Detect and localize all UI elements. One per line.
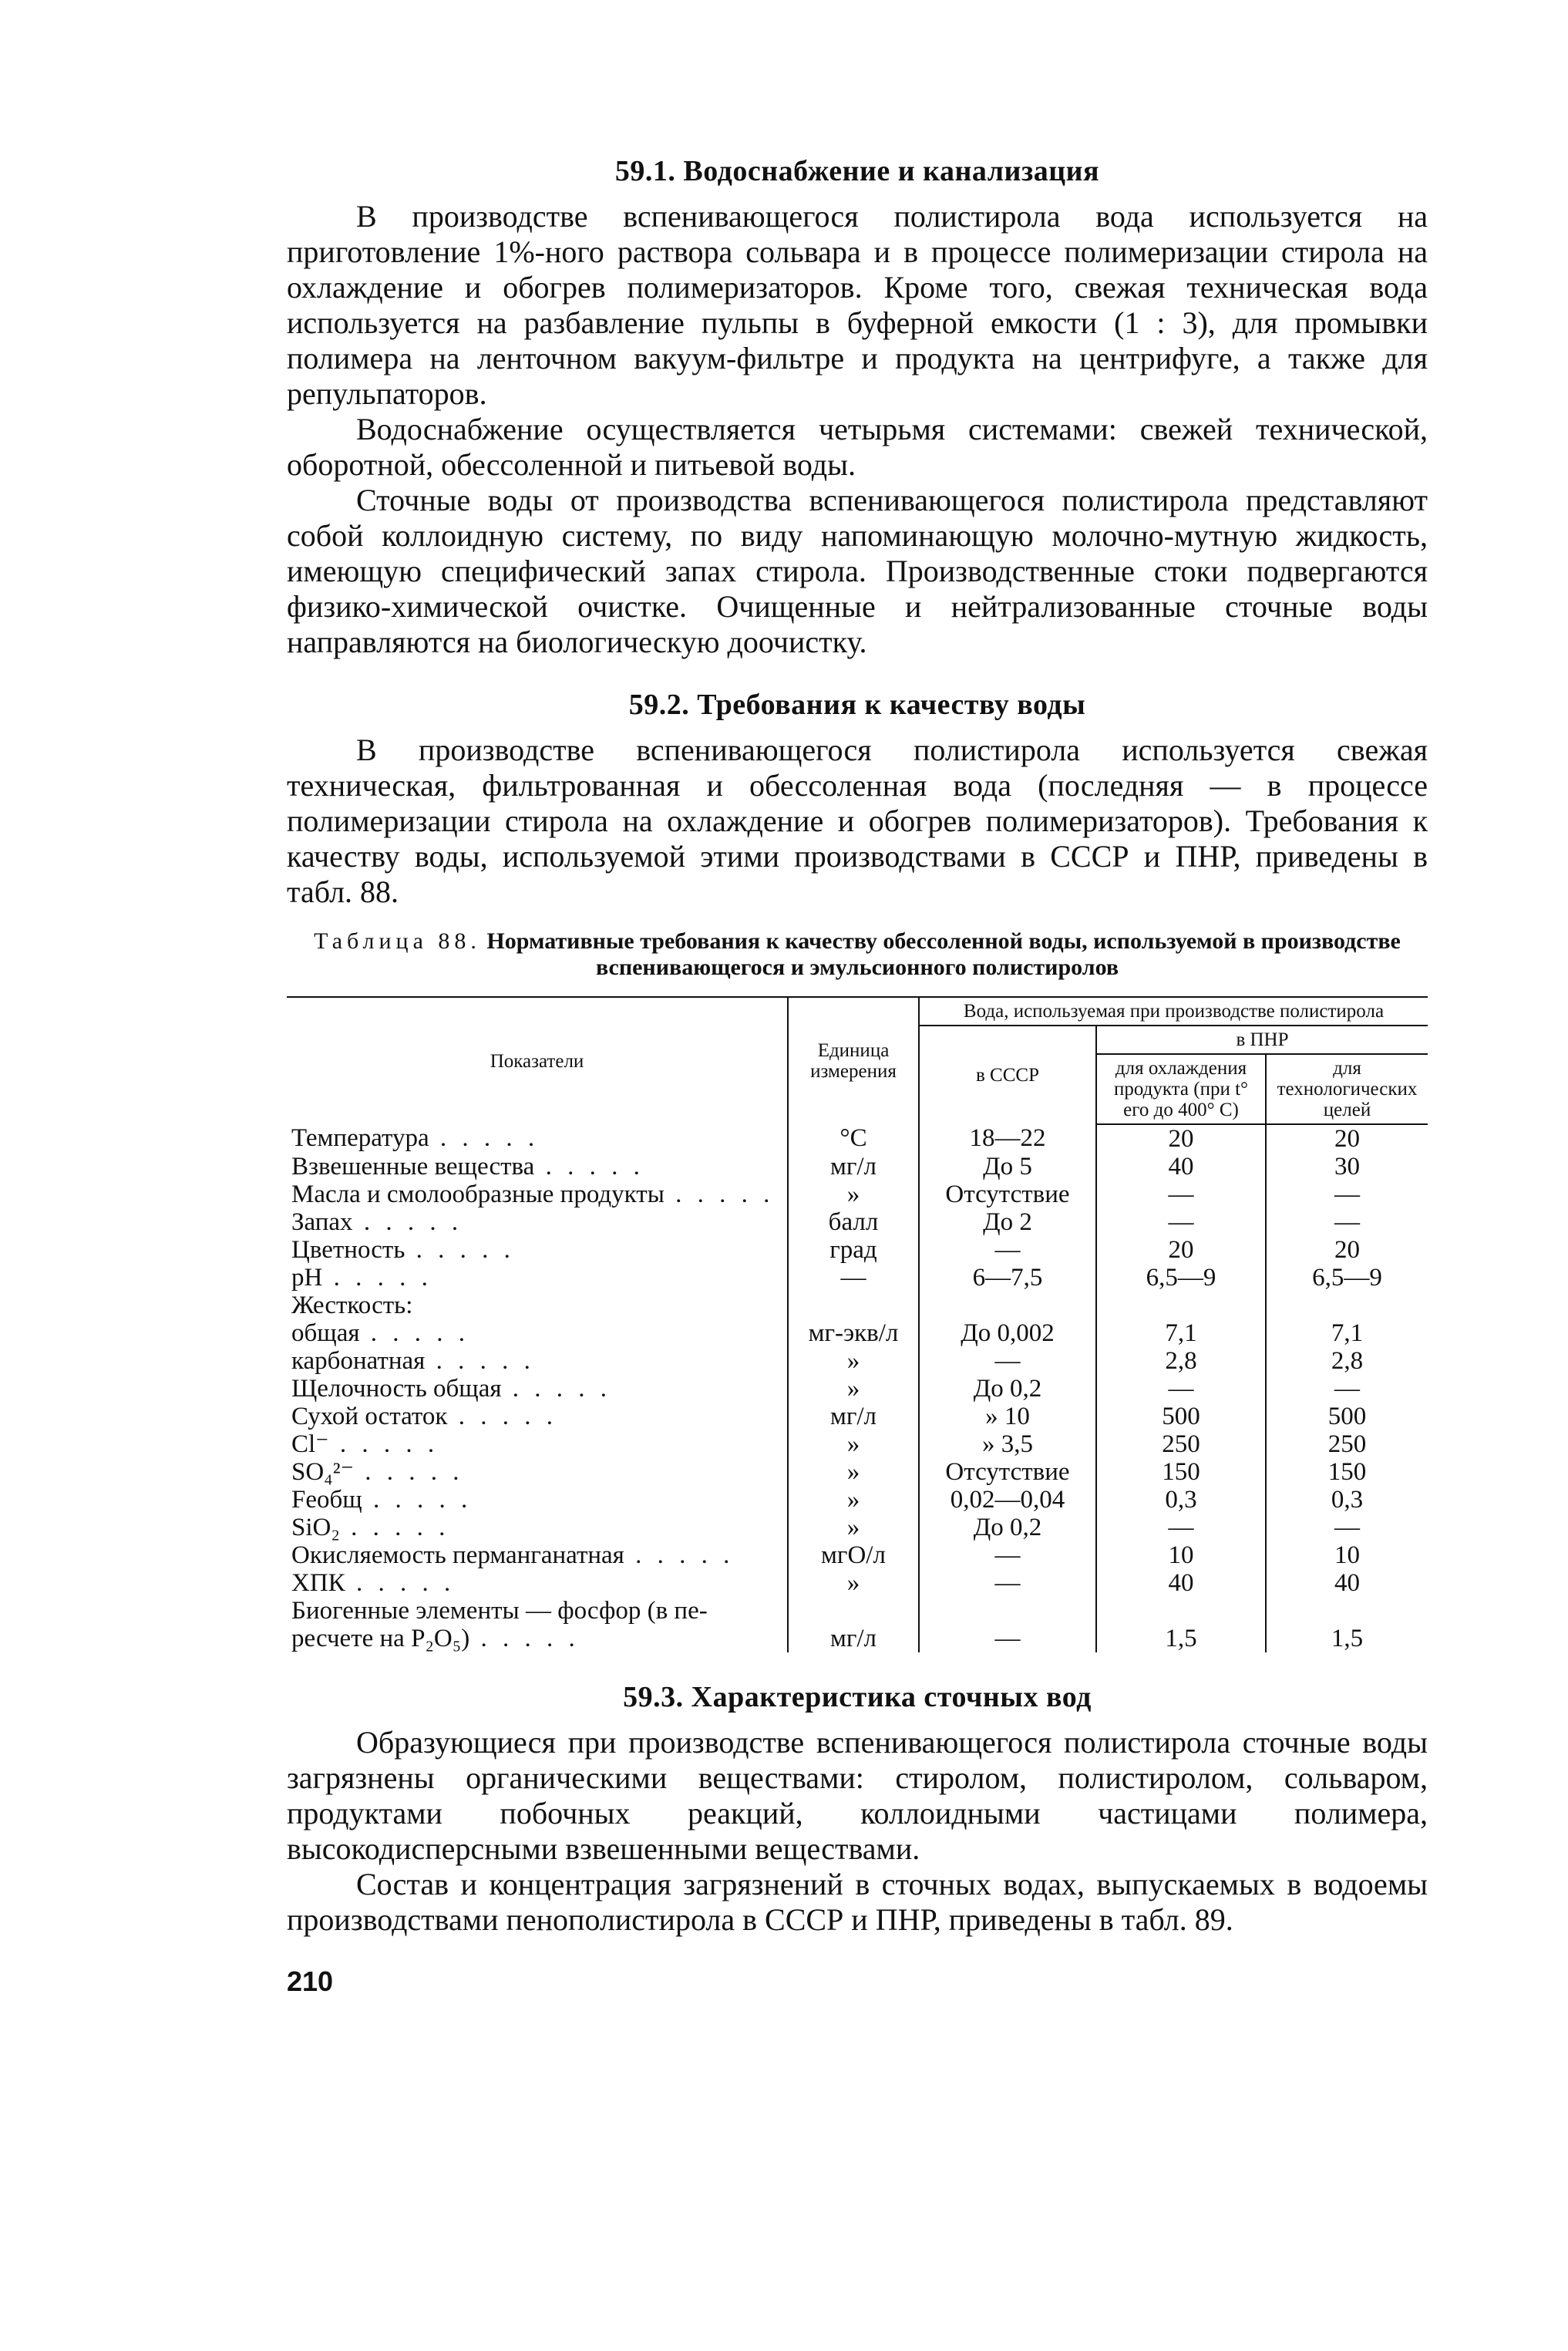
table-row [287,1124,1428,1153]
cell-ussr-text: Отсутствие [945,1181,1070,1208]
leader-dots: . . . . . [328,1430,439,1458]
cell-parameter-text: ХПК [291,1569,345,1597]
leader-dots: . . . . . [322,1264,432,1292]
cell-pnr-cooling [1096,1458,1266,1486]
cell-pnr-cooling [1096,1181,1266,1208]
cell-ussr [919,1292,1096,1319]
section-water-quality [287,688,1428,1652]
cell-unit [788,1208,919,1236]
cell-pnr-technological-text: — [1334,1181,1360,1208]
cell-parameter [287,1597,788,1625]
cell-pnr-cooling [1096,1375,1266,1403]
table-row [287,1458,1428,1486]
cell-pnr-technological-text: 2,8 [1331,1347,1364,1375]
cell-pnr-cooling [1096,1541,1266,1569]
cell-pnr-technological [1266,1153,1428,1181]
cell-parameter [287,1347,788,1375]
header-water-used: Вода, используемая при производстве полистирола [919,997,1428,1026]
cell-unit [788,1236,919,1264]
cell-pnr-cooling [1096,1264,1266,1292]
cell-unit [788,1153,919,1181]
cell-pnr-technological-text: — [1334,1375,1360,1403]
cell-pnr-cooling-text: 500 [1162,1403,1200,1430]
table-row [287,1430,1428,1458]
cell-parameter-text: общая [291,1319,360,1347]
cell-pnr-cooling-text: 250 [1162,1430,1200,1458]
cell-pnr-technological [1266,1292,1428,1319]
cell-unit-text: мг/л [829,1403,877,1430]
table-row [287,1403,1428,1430]
table-caption [287,928,1428,981]
cell-unit-text: » [846,1347,860,1375]
header-pnr-cooling: для охлаждения продукта (при t° его до 400° С) [1096,1054,1266,1124]
cell-pnr-technological-text: 500 [1327,1403,1367,1430]
table-row [287,1486,1428,1514]
cell-pnr-technological [1266,1264,1428,1292]
cell-unit-text: балл [828,1208,879,1236]
cell-pnr-technological [1266,1208,1428,1236]
cell-parameter [287,1569,788,1597]
cell-pnr-cooling [1096,1124,1266,1153]
paragraph: Состав и концентрация загрязнений в сточных водах, выпускаемых в водоемы производствами пенополистирола в СССР и ПНР, приведены в табл. 89. [287,1867,1428,1937]
cell-ussr [919,1208,1096,1236]
paragraph: В производстве вспенивающегося полистирола используется свежая техническая, фильтрованная и обессоленная вода (последняя — в процессе полимеризации стирола на охлаждение и обогрев полимеризаторов). Требования к качеству воды, используемой этими производствами в СССР и ПНР, приведены в табл. 88. [287,733,1428,909]
leader-dots: . . . . . [352,1208,463,1236]
cell-pnr-cooling-text: 150 [1162,1458,1200,1486]
cell-parameter-text: Температура [291,1124,429,1152]
table-row [287,1236,1428,1264]
cell-unit [788,1514,919,1541]
cell-ussr [919,1597,1096,1625]
cell-pnr-technological [1266,1514,1428,1541]
table-row [287,1375,1428,1403]
leader-dots: . . . . . [469,1625,580,1652]
cell-ussr-text: » 3,5 [982,1430,1033,1458]
cell-pnr-cooling [1096,1208,1266,1236]
leader-dots: . . . . . [534,1153,644,1181]
cell-pnr-cooling [1096,1514,1266,1541]
leader-dots: . . . . . [429,1124,540,1152]
cell-unit [788,1403,919,1430]
cell-unit [788,1486,919,1514]
table-row [287,1264,1428,1292]
cell-ussr-text: » 10 [985,1403,1030,1430]
cell-parameter [287,1124,788,1153]
cell-unit [788,1292,919,1319]
cell-pnr-technological-text: 10 [1334,1541,1360,1569]
cell-unit-text: » [846,1375,860,1403]
cell-ussr-text: — [994,1347,1021,1375]
cell-parameter-text: SiO₂ [291,1514,340,1541]
cell-pnr-cooling-text: — [1168,1514,1194,1541]
cell-ussr-text: До 0,002 [961,1319,1055,1347]
cell-pnr-cooling [1096,1597,1266,1625]
cell-parameter-text: рН [291,1264,323,1292]
cell-parameter-text: Биогенные элементы — фосфор (в пе- [291,1597,708,1625]
cell-ussr-text: До 0,2 [973,1514,1042,1541]
cell-pnr-cooling-text: — [1168,1181,1194,1208]
cell-pnr-cooling [1096,1236,1266,1264]
cell-unit [788,1625,919,1652]
leader-dots: . . . . . [501,1375,612,1403]
cell-parameter-text: Запах [291,1208,353,1236]
water-quality-table [287,996,1428,1652]
cell-ussr-text: 18—22 [969,1124,1046,1152]
cell-unit-text: » [846,1514,860,1541]
cell-pnr-cooling [1096,1569,1266,1597]
cell-ussr [919,1236,1096,1264]
cell-parameter [287,1486,788,1514]
cell-ussr [919,1403,1096,1430]
section-water-supply [287,154,1428,660]
cell-pnr-cooling-text: 40 [1168,1569,1194,1597]
cell-ussr [919,1181,1096,1208]
cell-ussr-text: 0,02—0,04 [950,1486,1065,1514]
cell-ussr-text: — [994,1236,1021,1264]
cell-parameter [287,1430,788,1458]
cell-parameter [287,1375,788,1403]
section-heading-water-quality: 59.2. Требования к качеству воды [628,689,1086,721]
cell-pnr-technological [1266,1486,1428,1514]
cell-parameter-text: Цветность [291,1236,405,1264]
cell-parameter-text: SO₄²⁻ [291,1458,355,1486]
cell-pnr-technological [1266,1124,1428,1153]
paragraph: Сточные воды от производства вспенивающегося полистирола представляют собой коллоидную систему, по виду напоминающую молочно-мутную жидкость, имеющую специфический запах стирола. Производственные стоки подвергаются физико-химической очистке. Очищенные и нейтрализованные сточные воды направляются на биологическую доочистку. [287,483,1428,659]
paragraph: Водоснабжение осуществляется четырьмя системами: свежей технической, оборотной, обессоленной и питьевой воды. [287,412,1428,482]
cell-pnr-cooling-text: 6,5—9 [1146,1264,1216,1292]
cell-pnr-technological-text: 20 [1334,1125,1360,1153]
leader-dots: . . . . . [345,1569,456,1597]
cell-pnr-technological [1266,1236,1428,1264]
cell-unit [788,1319,919,1347]
header-ussr: в СССР [919,1026,1096,1124]
cell-parameter [287,1292,788,1319]
cell-unit [788,1541,919,1569]
cell-parameter [287,1514,788,1541]
cell-pnr-cooling-text: 1,5 [1165,1625,1197,1652]
cell-pnr-cooling-text: 20 [1168,1125,1194,1153]
cell-parameter [287,1181,788,1208]
cell-pnr-technological [1266,1430,1428,1458]
table-row [287,1181,1428,1208]
cell-unit [788,1569,919,1597]
leader-dots: . . . . . [624,1541,735,1569]
cell-pnr-technological-text: 250 [1327,1430,1367,1458]
cell-pnr-technological [1266,1375,1428,1403]
cell-unit-text: град [829,1236,877,1264]
cell-pnr-cooling-text: 2,8 [1165,1347,1197,1375]
cell-ussr-text: — [994,1625,1021,1652]
cell-ussr [919,1319,1096,1347]
cell-unit [788,1458,919,1486]
cell-ussr [919,1458,1096,1486]
cell-unit-text: мг/л [829,1625,877,1652]
cell-pnr-technological [1266,1181,1428,1208]
cell-parameter [287,1625,788,1652]
header-parameter: Показатели [287,997,788,1124]
cell-pnr-technological [1266,1541,1428,1569]
cell-ussr [919,1486,1096,1514]
table-row [287,1319,1428,1347]
cell-pnr-cooling-text: 10 [1168,1541,1194,1569]
cell-unit [788,1375,919,1403]
cell-unit-text: » [846,1486,860,1514]
cell-parameter [287,1264,788,1292]
cell-unit [788,1430,919,1458]
cell-parameter-text: Feобщ [291,1486,362,1514]
cell-ussr [919,1153,1096,1181]
cell-pnr-cooling [1096,1153,1266,1181]
table-row [287,1625,1428,1652]
paragraph: Образующиеся при производстве вспенивающегося полистирола сточные воды загрязнены органическими веществами: стиролом, полистиролом, сольваром, продуктами побочных реакций, коллоидными частицами полимера, высокодисперсными взвешенными веществами. [287,1725,1428,1866]
leader-dots: . . . . . [425,1347,535,1375]
leader-dots: . . . . . [354,1458,464,1486]
cell-pnr-cooling-text: 20 [1168,1236,1194,1264]
cell-pnr-technological-text: 1,5 [1331,1625,1364,1652]
cell-pnr-technological-text: 150 [1327,1458,1367,1486]
cell-ussr-text: — [994,1541,1021,1569]
cell-unit [788,1264,919,1292]
cell-unit-text: » [846,1181,860,1208]
cell-pnr-technological [1266,1458,1428,1486]
paragraph: В производстве вспенивающегося полистирола вода используется на приготовление 1%-ного раствора сольвара и в процессе полимеризации стирола на охлаждение и обогрев полимеризаторов. Кроме того, свежая техническая вода используется на разбавление пульпы в буферной емкости (1 : 3), для промывки полимера на ленточном вакуум-фильтре и продукта на центрифуге, а также для репульпаторов. [287,199,1428,411]
cell-unit [788,1347,919,1375]
cell-pnr-technological [1266,1403,1428,1430]
cell-pnr-technological [1266,1569,1428,1597]
cell-pnr-cooling [1096,1486,1266,1514]
cell-unit-text: мг/л [829,1153,877,1181]
leader-dots: . . . . . [359,1319,470,1347]
page-number: 210 [287,1965,334,1997]
cell-pnr-cooling [1096,1430,1266,1458]
cell-pnr-technological [1266,1625,1428,1652]
cell-parameter [287,1208,788,1236]
cell-unit [788,1124,919,1153]
table-body [287,1124,1428,1652]
cell-parameter-text: Сухой остаток [291,1403,448,1430]
section-wastewater [287,1680,1428,1938]
cell-pnr-cooling [1096,1347,1266,1375]
cell-ussr-text: До 2 [983,1208,1032,1236]
table-row [287,1569,1428,1597]
cell-parameter-text: Щелочность общая [291,1375,502,1403]
cell-ussr-text: До 5 [983,1153,1032,1181]
section-heading-wastewater: 59.3. Характеристика сточных вод [623,1681,1092,1713]
cell-ussr [919,1347,1096,1375]
cell-unit-text: » [846,1458,860,1486]
cell-pnr-cooling-text: 40 [1168,1153,1194,1181]
cell-pnr-cooling-text: 7,1 [1165,1319,1197,1347]
page [287,154,1428,1998]
cell-pnr-technological-text: 0,3 [1331,1486,1364,1514]
table-row [287,1208,1428,1236]
cell-pnr-technological-text: — [1334,1208,1360,1236]
cell-unit-text: мг-экв/л [808,1319,899,1347]
cell-ussr [919,1514,1096,1541]
cell-ussr [919,1569,1096,1597]
table-row [287,1597,1428,1625]
leader-dots: . . . . . [362,1486,473,1514]
cell-parameter [287,1236,788,1264]
cell-ussr-text: Отсутствие [945,1458,1070,1486]
cell-parameter [287,1153,788,1181]
cell-pnr-technological [1266,1597,1428,1625]
cell-parameter [287,1403,788,1430]
cell-pnr-cooling-text: — [1168,1208,1194,1236]
cell-pnr-cooling [1096,1403,1266,1430]
cell-parameter [287,1458,788,1486]
cell-pnr-technological [1266,1319,1428,1347]
cell-pnr-technological-text: 40 [1334,1569,1360,1597]
section-heading-water-supply: 59.1. Водоснабжение и канализация [614,155,1100,187]
table-row [287,1153,1428,1181]
cell-ussr [919,1375,1096,1403]
cell-pnr-cooling [1096,1319,1266,1347]
leader-dots: . . . . . [339,1514,450,1541]
cell-pnr-cooling [1096,1292,1266,1319]
cell-pnr-technological-text: 20 [1334,1236,1360,1264]
cell-ussr [919,1264,1096,1292]
cell-unit-text: °С [840,1124,867,1152]
cell-unit [788,1597,919,1625]
cell-pnr-cooling [1096,1625,1266,1652]
cell-pnr-technological-text: 7,1 [1331,1319,1364,1347]
cell-ussr-text: — [994,1569,1021,1597]
leader-dots: . . . . . [664,1181,775,1208]
header-pnr: в ПНР [1096,1026,1428,1054]
cell-parameter-text: Взвешенные вещества [291,1153,535,1181]
cell-parameter-text: карбонатная [291,1347,426,1375]
cell-parameter [287,1541,788,1569]
cell-ussr [919,1541,1096,1569]
cell-ussr [919,1625,1096,1652]
leader-dots: . . . . . [405,1236,515,1264]
cell-pnr-technological-text: 6,5—9 [1312,1264,1382,1292]
cell-pnr-technological-text: 30 [1334,1153,1360,1181]
cell-parameter-text: Cl⁻ [291,1430,329,1458]
cell-pnr-cooling-text: 0,3 [1165,1486,1197,1514]
leader-dots: . . . . . [447,1403,557,1430]
table-row [287,1514,1428,1541]
cell-parameter-text: Масла и смолообразные продукты [291,1181,665,1208]
cell-unit [788,1181,919,1208]
cell-pnr-technological [1266,1347,1428,1375]
cell-ussr-text: До 0,2 [973,1375,1042,1403]
header-unit: Единица измерения [788,997,919,1124]
table-row [287,1347,1428,1375]
header-pnr-technological: для технологических целей [1266,1054,1428,1124]
cell-pnr-technological-text: — [1334,1514,1360,1541]
cell-unit-text: » [846,1430,860,1458]
cell-unit-text: — [840,1264,866,1292]
cell-ussr [919,1430,1096,1458]
table-caption-label: Таблица 88. [314,928,481,954]
cell-parameter-text: Окисляемость перманганатная [291,1541,624,1569]
cell-ussr-text: 6—7,5 [972,1264,1043,1292]
table-caption-title: Нормативные требования к качеству обессоленной воды, используемой в производстве вспенивающегося и эмульсионного полистиролов [486,928,1401,980]
cell-unit-text: мгО/л [821,1541,886,1569]
cell-unit-text: » [846,1569,860,1597]
cell-ussr [919,1124,1096,1153]
cell-parameter-text: ресчете на P₂O₅) [291,1625,470,1652]
cell-parameter [287,1319,788,1347]
cell-parameter-text: Жесткость: [291,1292,413,1319]
cell-pnr-cooling-text: — [1168,1375,1194,1403]
table-row [287,1541,1428,1569]
table-row [287,1292,1428,1319]
